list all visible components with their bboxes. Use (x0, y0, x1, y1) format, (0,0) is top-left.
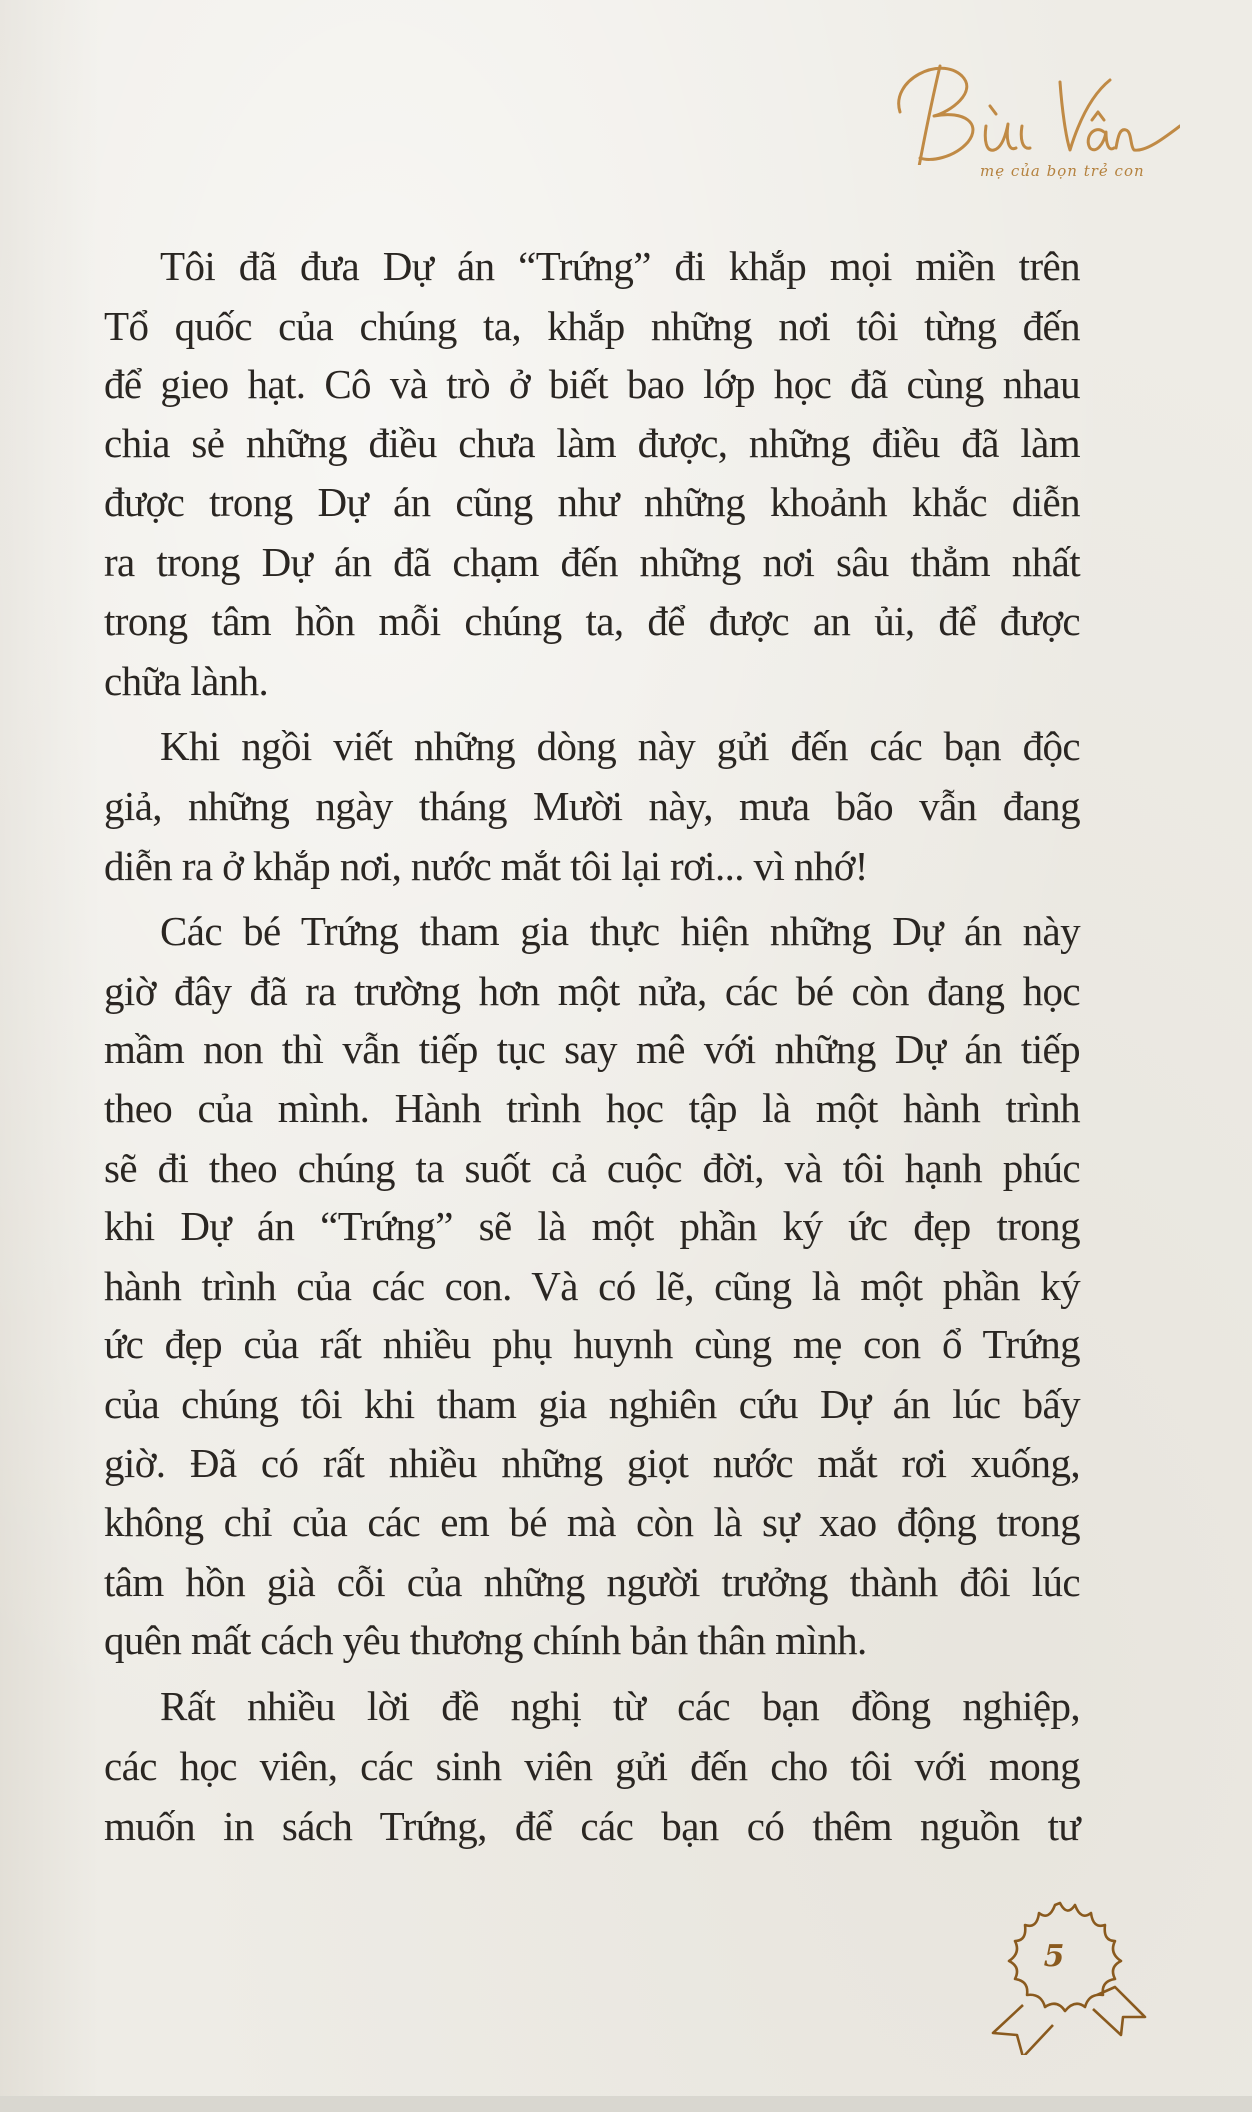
text-line: Các bé Trứng tham gia thực hiện những Dự án này (160, 908, 1080, 954)
text-line: ức đẹp của rất nhiều phụ huynh cùng mẹ con ổ Trứng (104, 1321, 1080, 1367)
text-line: mầm non thì vẫn tiếp tục say mê với những Dự án tiếp (104, 1026, 1080, 1072)
text-line: Tổ quốc của chúng ta, khắp những nơi tôi từng đến (104, 303, 1080, 349)
page-number: 5 (1043, 1939, 1065, 1974)
text-line: muốn in sách Trứng, để các bạn có thêm nguồn tư (104, 1803, 1080, 1849)
text-line: chữa lành. (104, 658, 269, 704)
signature-subtitle: mẹ của bọn trẻ con (980, 162, 1145, 180)
text-line: các học viên, các sinh viên gửi đến cho tôi với mong (104, 1743, 1080, 1789)
text-line: tâm hồn già cỗi của những người trưởng thành đôi lúc (104, 1559, 1080, 1605)
text-line: không chỉ của các em bé mà còn là sự xao động trong (104, 1499, 1080, 1545)
text-line: sẽ đi theo chúng ta suốt cả cuộc đời, và tôi hạnh phúc (104, 1145, 1080, 1191)
text-line: theo của mình. Hành trình học tập là một hành trình (104, 1085, 1080, 1131)
page-number-badge (985, 1895, 1160, 2055)
text-line: Tôi đã đưa Dự án “Trứng” đi khắp mọi miền trên (160, 243, 1080, 289)
rosette-ribbon-icon (985, 1895, 1160, 2055)
text-line: chia sẻ những điều chưa làm được, những điều đã làm (104, 420, 1080, 466)
text-line: diễn ra ở khắp nơi, nước mắt tôi lại rơi... vì nhớ! (104, 843, 868, 889)
text-line: để gieo hạt. Cô và trò ở biết bao lớp học đã cùng nhau (104, 361, 1080, 407)
text-line: giả, những ngày tháng Mười này, mưa bão vẫn đang (104, 783, 1080, 829)
text-line: quên mất cách yêu thương chính bản thân mình. (104, 1617, 867, 1663)
page-bottom-edge (0, 2096, 1252, 2112)
text-line: ra trong Dự án đã chạm đến những nơi sâu thẳm nhất (104, 539, 1080, 585)
text-line: của chúng tôi khi tham gia nghiên cứu Dự án lúc bấy (104, 1381, 1080, 1427)
text-line: hành trình của các con. Và có lẽ, cũng là một phần ký (104, 1263, 1080, 1309)
text-line: trong tâm hồn mỗi chúng ta, để được an ủi, để được (104, 598, 1080, 644)
author-signature (880, 60, 1180, 190)
signature-icon (890, 60, 1180, 165)
text-line: được trong Dự án cũng như những khoảnh khắc diễn (104, 479, 1080, 525)
text-line: Rất nhiều lời đề nghị từ các bạn đồng nghiệp, (160, 1683, 1080, 1729)
text-line: giờ đây đã ra trường hơn một nửa, các bé còn đang học (104, 968, 1080, 1014)
text-line: khi Dự án “Trứng” sẽ là một phần ký ức đẹp trong (104, 1203, 1080, 1249)
text-line: giờ. Đã có rất nhiều những giọt nước mắt rơi xuống, (104, 1440, 1080, 1486)
text-line: Khi ngồi viết những dòng này gửi đến các bạn độc (160, 723, 1080, 769)
